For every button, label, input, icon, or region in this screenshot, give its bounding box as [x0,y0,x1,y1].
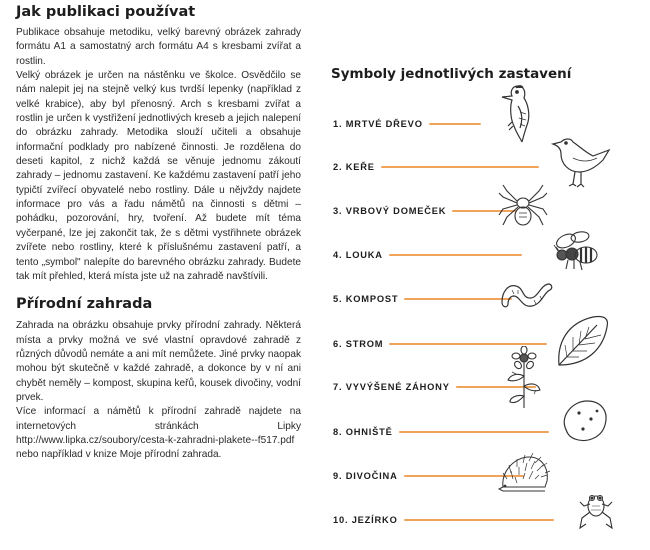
paragraph-more-info: Více informací a námětů k přírodní zahradě najdete na internetových stránkách Lipky http://www.lipka.cz/soubory/cesta-k-zahradni-plakete--f517.pdf nebo například v knize Moje přírodní zahrada. [16,406,301,461]
symbol-label: 8. OHNIŠTĚ [333,427,393,437]
symbol-label: 7. VYVÝŠENÉ ZÁHONY [333,382,450,392]
symbol-row-5 [333,292,512,306]
symbol-label: 9. DIVOČINA [333,471,398,481]
leaf-icon [553,313,611,371]
symbol-line [429,123,481,125]
symbol-label: 4. LOUKA [333,250,383,260]
paragraph-usage: Velký obrázek je určen na nástěnku ve školce. Osvědčilo se nám nalepit jej na stejně velký kus tvrdší lepenky (například z velké krabice), aby byl přenosný. Arch s kresbami zvířat a rostlin je určen k vystřižení jednotlivých kreseb a jejich nalepení do obrázku zahrady. Metodika slouží učiteli a obsahuje informační podklady pro nabízené činnosti. Je rozdělena do deseti kapitol, z nichž každá se věnuje jednomu zákoutí zahrady – jednomu zastavení. Ke každému zastavení patří jeho typičtí zvířecí obyvatelé nebo rostliny. Dále u nějvždy najdete informace pro vás a řadu námětů na činnosti s dětmi – pohádku, pozorování, hry, tvoření. Až budete mít téma vyčerpané, lze jej zakončit tak, že s dětmi vystřihnete obrázek zvířete nebo rostliny, které k příslušnému zastavení patří, a tento „symbol" nalepíte do barevného obrázku zahrady. Budete tak mít přehled, která místa jste už na zahradě navštívili. [16,70,301,282]
symbol-line [399,431,549,433]
symbol-label: 3. VRBOVÝ DOMEČEK [333,206,447,216]
symbol-line [381,166,539,168]
symbol-line [404,519,554,521]
hedgehog-icon [497,449,551,495]
symbol-row-1 [333,117,481,131]
woodpecker-icon [498,82,538,144]
potato-icon [557,397,611,445]
symbol-label: 1. MRTVÉ DŘEVO [333,119,423,129]
symbol-line [389,254,522,256]
frog-icon [578,488,614,532]
symbol-label: 5. KOMPOST [333,294,399,304]
spider-icon [497,183,549,235]
symbol-line [389,343,547,345]
symbol-row-3 [333,204,517,218]
symbol-row-8 [333,425,549,439]
heading-how-to-use: Jak publikaci používat [16,4,196,20]
symbol-label: 10. JEZÍRKO [333,515,398,525]
heading-natural-garden: Přírodní zahrada [16,296,153,313]
bird-icon [549,130,613,190]
earthworm-icon [498,274,554,314]
symbols-title: Symboly jednotlivých zastavení [331,66,572,82]
symbol-row-10 [333,513,554,527]
symbol-row-2 [333,160,539,174]
paragraph-intro: Publikace obsahuje metodiku, velký barevný obrázek zahrady formátu A1 a samostatný arch formátu A4 s kresbami zvířat a rostlin. [16,27,301,67]
symbol-row-9 [333,469,524,483]
symbol-label: 6. STROM [333,339,384,349]
paragraph-natural-garden: Zahrada na obrázku obsahuje prvky přírodní zahrady. Některá místa a prvky možná ve své vlastní opravdové zahradě z různých důvodů nemáte a ani mít nemůžete. Jiné prvky naopak mohou být skutečně v každé zahradě, a dokonce by v ní ani chybět neměly – kompost, skupina keřů, kousek divočiny, vodní prvek. [16,320,301,403]
symbol-label: 2. KEŘE [333,162,375,172]
symbol-line [404,298,512,300]
symbol-row-4 [333,248,522,262]
left-column [16,4,301,463]
flower-icon [502,346,546,410]
bee-icon [552,227,602,273]
